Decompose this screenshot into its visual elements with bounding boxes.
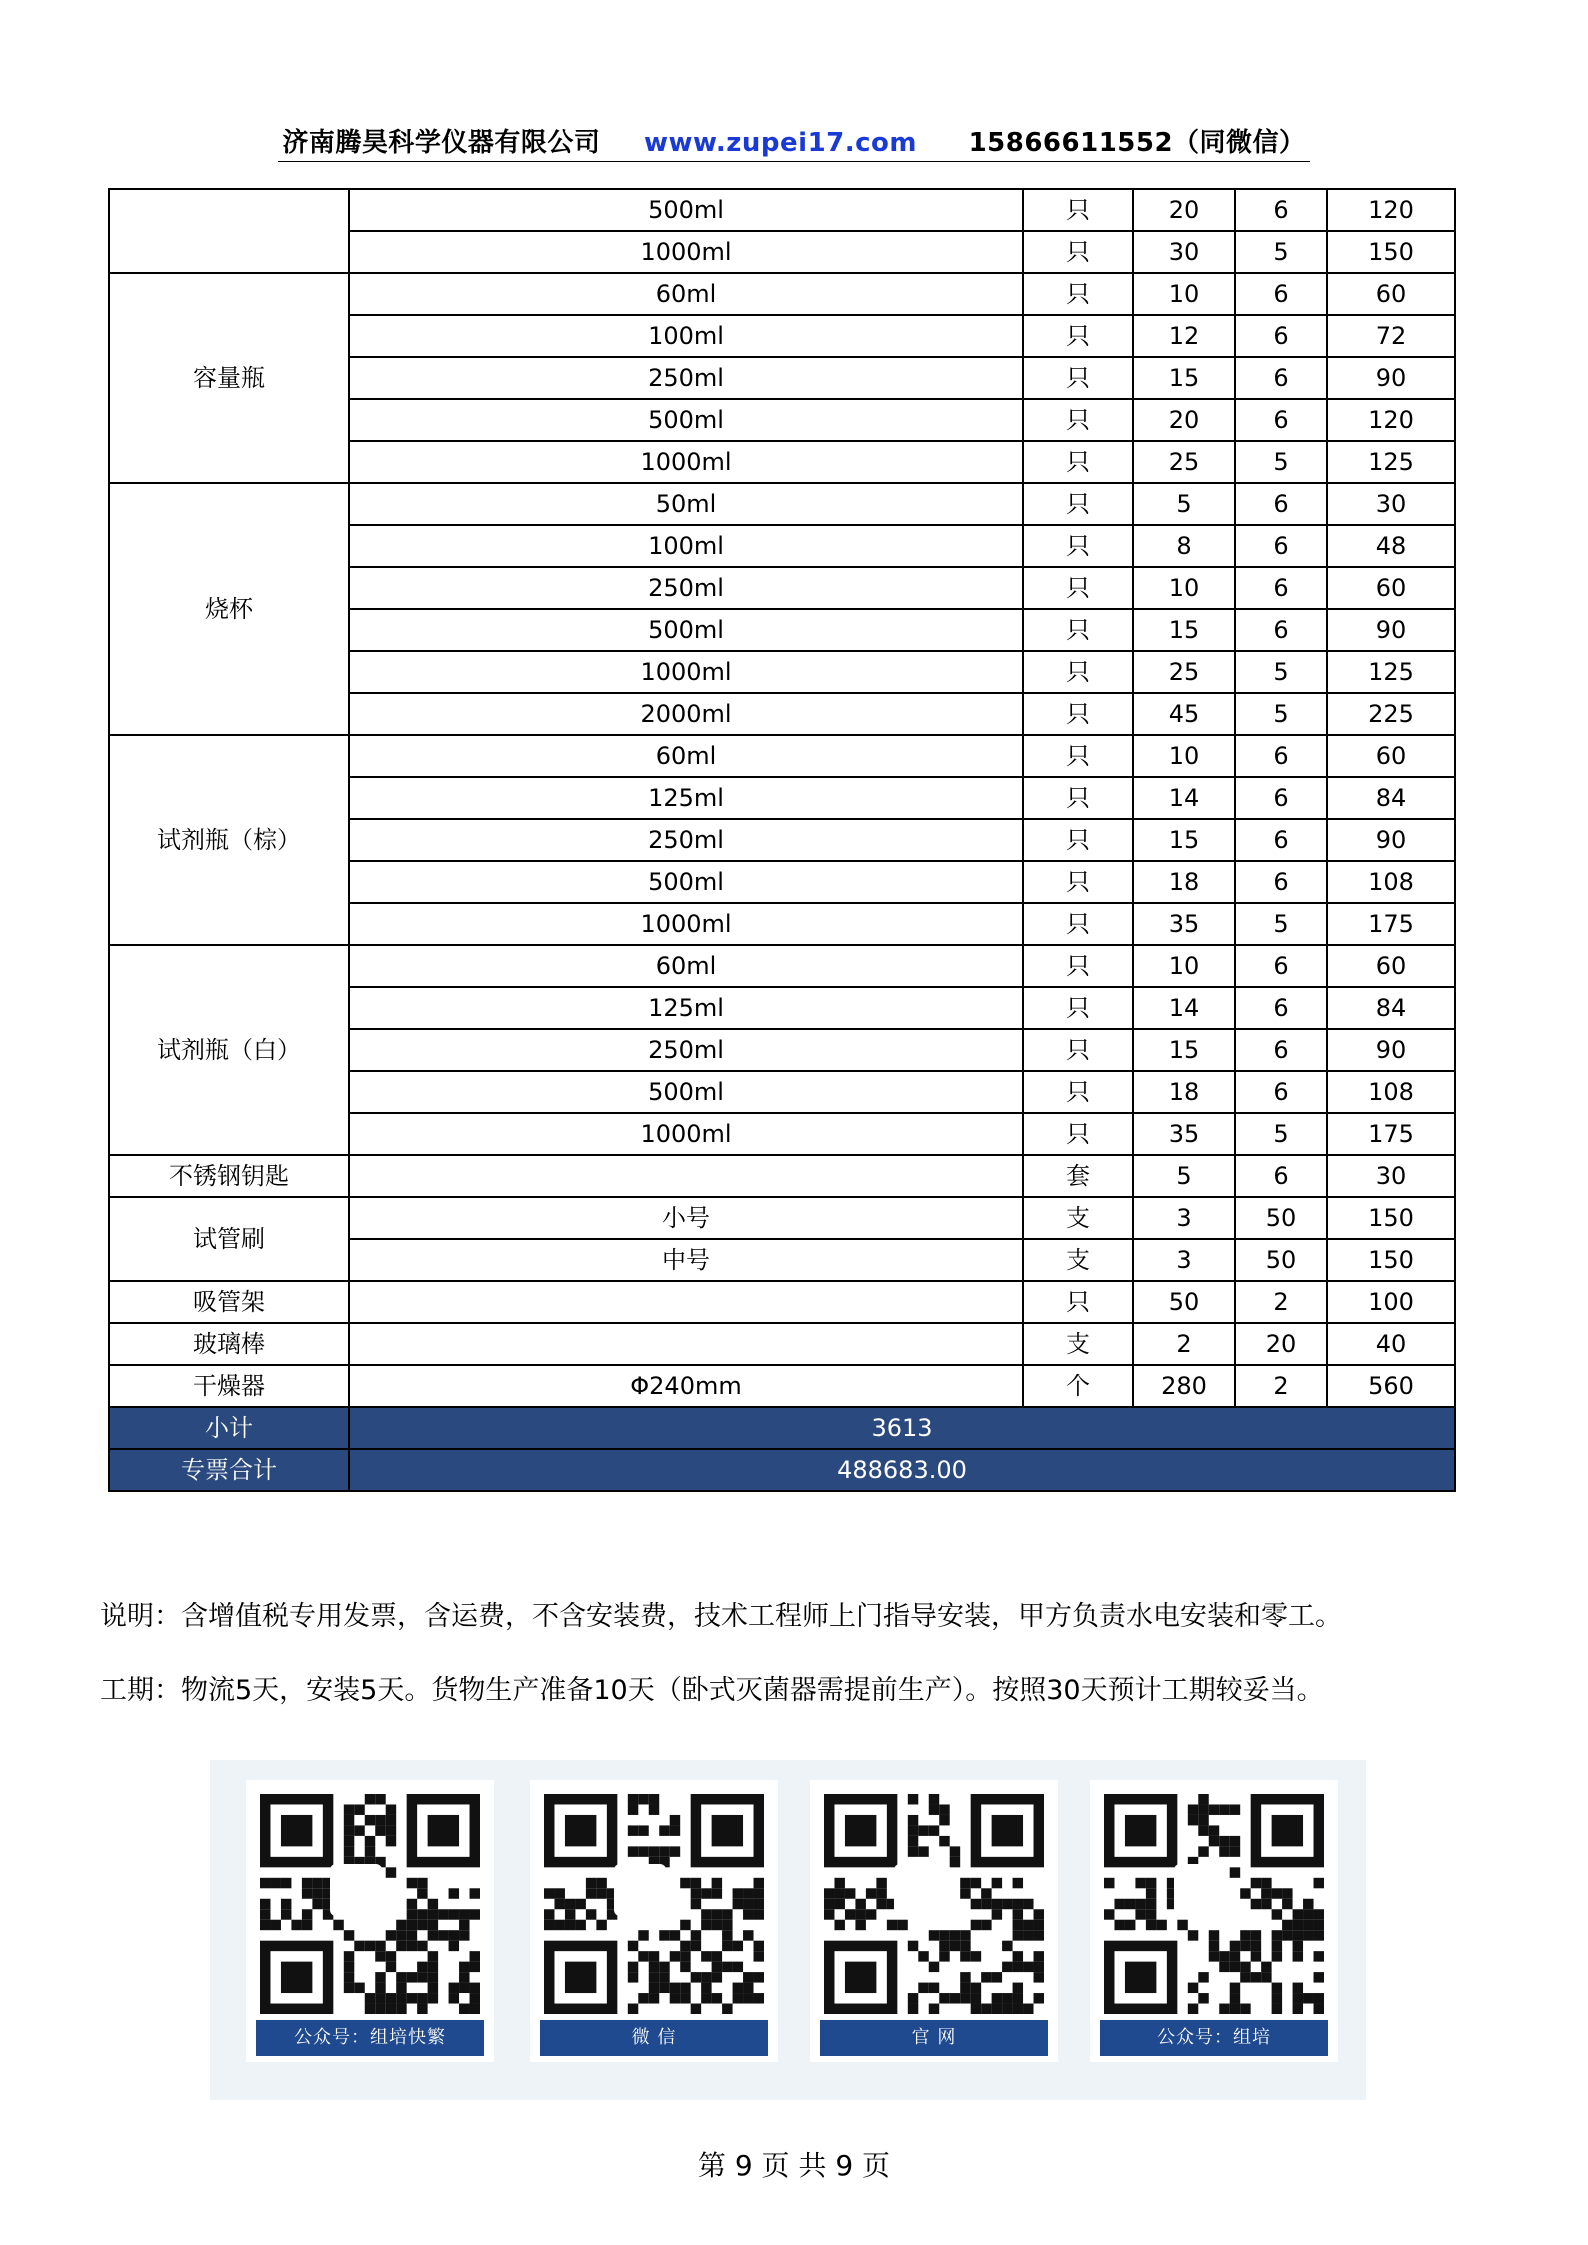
price-cell: 8 <box>1133 525 1235 567</box>
total-cell: 60 <box>1327 567 1455 609</box>
price-cell: 10 <box>1133 567 1235 609</box>
unit-cell: 只 <box>1023 567 1133 609</box>
table-row <box>109 1365 1455 1407</box>
table-row <box>109 735 1455 777</box>
total-label: 小计 <box>109 1407 349 1449</box>
price-cell: 15 <box>1133 819 1235 861</box>
price-cell: 5 <box>1133 483 1235 525</box>
quantity-cell: 6 <box>1235 609 1327 651</box>
unit-cell: 只 <box>1023 189 1133 231</box>
spec-cell <box>349 1323 1023 1365</box>
quantity-cell: 5 <box>1235 231 1327 273</box>
price-cell: 20 <box>1133 399 1235 441</box>
unit-cell: 只 <box>1023 735 1133 777</box>
quantity-cell: 6 <box>1235 735 1327 777</box>
total-cell: 175 <box>1327 1113 1455 1155</box>
spec-cell: 50ml <box>349 483 1023 525</box>
total-cell: 90 <box>1327 1029 1455 1071</box>
quantity-cell: 6 <box>1235 1155 1327 1197</box>
qr-card-wechat-official-2 <box>1090 1780 1338 2062</box>
unit-cell: 只 <box>1023 903 1133 945</box>
spec-cell: Φ240mm <box>349 1365 1023 1407</box>
quantity-cell: 6 <box>1235 273 1327 315</box>
category-cell: 容量瓶 <box>109 273 349 483</box>
quantity-cell: 5 <box>1235 441 1327 483</box>
category-cell: 试剂瓶（棕） <box>109 735 349 945</box>
spec-cell <box>349 1155 1023 1197</box>
qr-code-panel <box>210 1760 1366 2100</box>
unit-cell: 支 <box>1023 1239 1133 1281</box>
unit-cell: 只 <box>1023 819 1133 861</box>
quantity-cell: 6 <box>1235 819 1327 861</box>
category-cell: 吸管架 <box>109 1281 349 1323</box>
quantity-cell: 6 <box>1235 945 1327 987</box>
price-cell: 20 <box>1133 189 1235 231</box>
unit-cell: 只 <box>1023 483 1133 525</box>
spec-cell: 中号 <box>349 1239 1023 1281</box>
total-cell: 150 <box>1327 1197 1455 1239</box>
total-cell: 60 <box>1327 273 1455 315</box>
unit-cell: 套 <box>1023 1155 1133 1197</box>
spec-cell: 250ml <box>349 1029 1023 1071</box>
unit-cell: 只 <box>1023 987 1133 1029</box>
price-cell: 12 <box>1133 315 1235 357</box>
unit-cell: 只 <box>1023 1281 1133 1323</box>
total-cell: 225 <box>1327 693 1455 735</box>
unit-cell: 只 <box>1023 609 1133 651</box>
note-schedule: 工期：物流5天，安装5天。货物生产准备10天（卧式灭菌器需提前生产）。按照30天预计工期较妥当。 <box>100 1675 1324 1706</box>
price-cell: 18 <box>1133 1071 1235 1113</box>
unit-cell: 只 <box>1023 525 1133 567</box>
unit-cell: 只 <box>1023 1029 1133 1071</box>
qr-logo-icon <box>614 1864 666 1916</box>
price-cell: 3 <box>1133 1239 1235 1281</box>
spec-cell: 2000ml <box>349 693 1023 735</box>
total-cell: 108 <box>1327 1071 1455 1113</box>
price-cell: 10 <box>1133 273 1235 315</box>
total-cell: 125 <box>1327 441 1455 483</box>
total-cell: 30 <box>1327 483 1455 525</box>
note-description: 说明：含增值税专用发票，含运费，不含安装费，技术工程师上门指导安装，甲方负责水电安装和零工。 <box>100 1601 1342 1632</box>
qr-caption: 公众号：组培快繁 <box>256 2020 484 2056</box>
price-cell: 3 <box>1133 1197 1235 1239</box>
spec-cell: 60ml <box>349 735 1023 777</box>
quantity-cell: 6 <box>1235 399 1327 441</box>
spec-cell: 1000ml <box>349 1113 1023 1155</box>
price-cell: 45 <box>1133 693 1235 735</box>
total-cell: 100 <box>1327 1281 1455 1323</box>
spec-cell: 500ml <box>349 189 1023 231</box>
price-cell: 10 <box>1133 735 1235 777</box>
spec-cell: 125ml <box>349 987 1023 1029</box>
quantity-cell: 6 <box>1235 189 1327 231</box>
total-value: 3613 <box>349 1407 1455 1449</box>
qr-card-wechat <box>530 1780 778 2062</box>
category-cell: 干燥器 <box>109 1365 349 1407</box>
total-value: 488683.00 <box>349 1449 1455 1491</box>
unit-cell: 只 <box>1023 441 1133 483</box>
quantity-cell: 50 <box>1235 1239 1327 1281</box>
price-table <box>108 188 1456 1492</box>
table-row <box>109 1155 1455 1197</box>
unit-cell: 只 <box>1023 357 1133 399</box>
total-cell: 40 <box>1327 1323 1455 1365</box>
subtotal-row <box>109 1407 1455 1449</box>
unit-cell: 只 <box>1023 861 1133 903</box>
category-cell: 玻璃棒 <box>109 1323 349 1365</box>
unit-cell: 支 <box>1023 1323 1133 1365</box>
total-cell: 150 <box>1327 231 1455 273</box>
total-cell: 90 <box>1327 357 1455 399</box>
price-cell: 14 <box>1133 777 1235 819</box>
qr-logo-icon <box>330 1864 382 1916</box>
spec-cell: 500ml <box>349 609 1023 651</box>
total-cell: 125 <box>1327 651 1455 693</box>
unit-cell: 支 <box>1023 1197 1133 1239</box>
total-cell: 90 <box>1327 609 1455 651</box>
unit-cell: 只 <box>1023 231 1133 273</box>
price-cell: 14 <box>1133 987 1235 1029</box>
table-row <box>109 483 1455 525</box>
quantity-cell: 6 <box>1235 1029 1327 1071</box>
price-cell: 5 <box>1133 1155 1235 1197</box>
spec-cell: 1000ml <box>349 441 1023 483</box>
category-cell: 烧杯 <box>109 483 349 735</box>
quantity-cell: 2 <box>1235 1365 1327 1407</box>
total-cell: 90 <box>1327 819 1455 861</box>
qr-logo-icon <box>1174 1864 1226 1916</box>
page-number: 第 9 页 共 9 页 <box>697 2149 891 2182</box>
price-cell: 15 <box>1133 1029 1235 1071</box>
total-cell: 150 <box>1327 1239 1455 1281</box>
spec-cell <box>349 1281 1023 1323</box>
unit-cell: 只 <box>1023 777 1133 819</box>
price-cell: 15 <box>1133 609 1235 651</box>
quantity-cell: 20 <box>1235 1323 1327 1365</box>
table-row <box>109 945 1455 987</box>
spec-cell: 250ml <box>349 567 1023 609</box>
spec-cell: 60ml <box>349 273 1023 315</box>
phone-number: 15866611552（同微信） <box>968 128 1306 158</box>
category-cell <box>109 189 349 273</box>
price-cell: 280 <box>1133 1365 1235 1407</box>
total-cell: 84 <box>1327 777 1455 819</box>
quantity-cell: 6 <box>1235 777 1327 819</box>
quantity-cell: 5 <box>1235 651 1327 693</box>
page-header <box>0 122 1588 162</box>
spec-cell: 小号 <box>349 1197 1023 1239</box>
total-cell: 48 <box>1327 525 1455 567</box>
price-cell: 18 <box>1133 861 1235 903</box>
table-row <box>109 273 1455 315</box>
quantity-cell: 6 <box>1235 357 1327 399</box>
unit-cell: 只 <box>1023 315 1133 357</box>
price-cell: 30 <box>1133 231 1235 273</box>
total-cell: 120 <box>1327 399 1455 441</box>
quantity-cell: 5 <box>1235 1113 1327 1155</box>
total-cell: 175 <box>1327 903 1455 945</box>
price-cell: 35 <box>1133 1113 1235 1155</box>
spec-cell: 500ml <box>349 861 1023 903</box>
spec-cell: 60ml <box>349 945 1023 987</box>
unit-cell: 只 <box>1023 693 1133 735</box>
total-cell: 60 <box>1327 945 1455 987</box>
total-cell: 30 <box>1327 1155 1455 1197</box>
quantity-cell: 6 <box>1235 987 1327 1029</box>
qr-caption: 微 信 <box>540 2020 768 2056</box>
total-cell: 84 <box>1327 987 1455 1029</box>
spec-cell: 500ml <box>349 1071 1023 1113</box>
spec-cell: 125ml <box>349 777 1023 819</box>
unit-cell: 只 <box>1023 1071 1133 1113</box>
table-row <box>109 189 1455 231</box>
spec-cell: 250ml <box>349 819 1023 861</box>
category-cell: 试剂瓶（白） <box>109 945 349 1155</box>
category-cell: 不锈钢钥匙 <box>109 1155 349 1197</box>
qr-card-website <box>810 1780 1058 2062</box>
quantity-cell: 50 <box>1235 1197 1327 1239</box>
price-cell: 50 <box>1133 1281 1235 1323</box>
price-cell: 25 <box>1133 651 1235 693</box>
price-table-body <box>109 189 1455 1491</box>
quantity-cell: 6 <box>1235 483 1327 525</box>
quantity-cell: 6 <box>1235 567 1327 609</box>
quantity-cell: 5 <box>1235 903 1327 945</box>
spec-cell: 500ml <box>349 399 1023 441</box>
unit-cell: 只 <box>1023 273 1133 315</box>
spec-cell: 100ml <box>349 315 1023 357</box>
website-link[interactable]: www.zupei17.com <box>644 128 917 158</box>
header-line <box>278 122 1309 162</box>
price-cell: 2 <box>1133 1323 1235 1365</box>
unit-cell: 只 <box>1023 399 1133 441</box>
price-cell: 15 <box>1133 357 1235 399</box>
total-label: 专票合计 <box>109 1449 349 1491</box>
quantity-cell: 6 <box>1235 1071 1327 1113</box>
quantity-cell: 6 <box>1235 525 1327 567</box>
qr-caption: 公众号：组培 <box>1100 2020 1328 2056</box>
qr-logo-icon <box>894 1864 946 1916</box>
price-cell: 35 <box>1133 903 1235 945</box>
unit-cell: 只 <box>1023 1113 1133 1155</box>
table-row <box>109 1323 1455 1365</box>
spec-cell: 100ml <box>349 525 1023 567</box>
spec-cell: 1000ml <box>349 903 1023 945</box>
total-cell: 120 <box>1327 189 1455 231</box>
total-cell: 560 <box>1327 1365 1455 1407</box>
qr-caption: 官 网 <box>820 2020 1048 2056</box>
table-row <box>109 1197 1455 1239</box>
total-cell: 60 <box>1327 735 1455 777</box>
total-cell: 72 <box>1327 315 1455 357</box>
table-row <box>109 1281 1455 1323</box>
category-cell: 试管刷 <box>109 1197 349 1281</box>
company-name: 济南腾昊科学仪器有限公司 <box>282 128 601 158</box>
price-cell: 25 <box>1133 441 1235 483</box>
unit-cell: 只 <box>1023 651 1133 693</box>
spec-cell: 1000ml <box>349 231 1023 273</box>
qr-card-wechat-official-1 <box>246 1780 494 2062</box>
spec-cell: 1000ml <box>349 651 1023 693</box>
quantity-cell: 6 <box>1235 315 1327 357</box>
grand-total-row <box>109 1449 1455 1491</box>
price-cell: 10 <box>1133 945 1235 987</box>
unit-cell: 只 <box>1023 945 1133 987</box>
quantity-cell: 6 <box>1235 861 1327 903</box>
unit-cell: 个 <box>1023 1365 1133 1407</box>
quantity-cell: 5 <box>1235 693 1327 735</box>
spec-cell: 250ml <box>349 357 1023 399</box>
total-cell: 108 <box>1327 861 1455 903</box>
quantity-cell: 2 <box>1235 1281 1327 1323</box>
